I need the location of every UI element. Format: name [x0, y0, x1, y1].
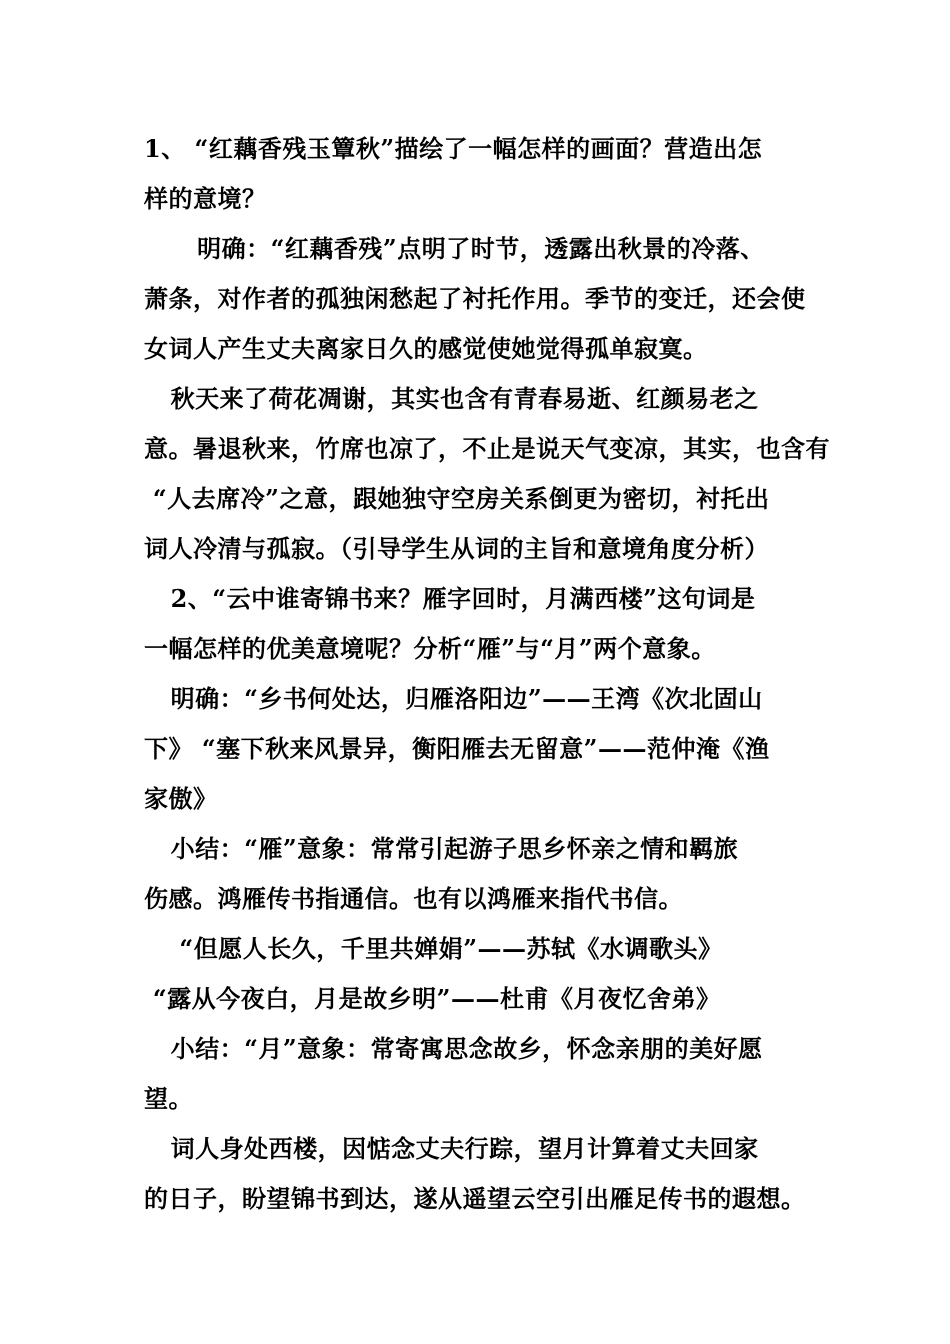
text-line: “露从今夜白，月是故乡明”——杜甫《月夜忆舍弟》 — [144, 984, 721, 1013]
text-line: 意。暑退秋来，竹席也凉了，不止是说天气变凉，其实，也含有 — [144, 434, 830, 463]
text-line: 萧条，对作者的孤独闲愁起了衬托作用。季节的变迁，还会使 — [144, 284, 806, 313]
summary-moon — [144, 1024, 810, 1124]
text-line: 一幅怎样的优美意境呢？分析“雁”与“月”两个意象。 — [144, 634, 716, 663]
text-line: 望。 — [144, 1084, 193, 1113]
answer-1-continued — [144, 374, 830, 574]
poem-quotes — [144, 924, 810, 1024]
text-line: 小结：“雁”意象：常常引起游子思乡怀亲之情和羁旅 — [144, 834, 739, 863]
question-1 — [144, 124, 810, 224]
text-line: 的日子，盼望锦书到达，遂从遥望云空引出雁足传书的遐想。 — [144, 1184, 806, 1213]
text-line: 明确：“乡书何处达，归雁洛阳边”——王湾《次北固山 — [144, 684, 763, 713]
answer-1 — [144, 224, 810, 374]
text-line: 女词人产生丈夫离家日久的感觉使她觉得孤单寂寞。 — [144, 334, 708, 363]
text-line: 词人冷清与孤寂。（引导学生从词的主旨和意境角度分析） — [144, 534, 769, 563]
text-line: 小结：“月”意象：常寄寓思念故乡，怀念亲朋的美好愿 — [144, 1034, 763, 1063]
closing-paragraph — [144, 1124, 810, 1224]
text-line: 下》 “塞下秋来风景异，衡阳雁去无留意”——范仲淹《渔 — [144, 734, 770, 763]
text-line: 词人身处西楼，因惦念丈夫行踪，望月计算着丈夫回家 — [144, 1134, 759, 1163]
text-line: 家傲》 — [144, 784, 218, 813]
answer-2 — [144, 674, 810, 824]
text-line: 样的意境？ — [144, 184, 267, 213]
text-line: 1、 “红藕香残玉簟秋”描绘了一幅怎样的画面？营造出怎 — [144, 134, 763, 163]
text-line: 秋天来了荷花凋谢，其实也含有青春易逝、红颜易老之 — [144, 384, 759, 413]
summary-goose — [144, 824, 810, 924]
text-line: “但愿人长久，千里共婵娟”——苏轼《水调歌头》 — [144, 934, 723, 963]
text-line: 明确：“红藕香残”点明了时节，透露出秋景的冷落、 — [144, 234, 765, 263]
question-2 — [144, 574, 810, 674]
text-line: “人去席冷”之意，跟她独守空房关系倒更为密切，衬托出 — [144, 484, 770, 513]
text-line: 伤感。鸿雁传书指通信。也有以鸿雁来指代书信。 — [144, 884, 683, 913]
text-line: 2、“云中谁寄锦书来？雁字回时，月满西楼”这句词是 — [144, 584, 756, 613]
